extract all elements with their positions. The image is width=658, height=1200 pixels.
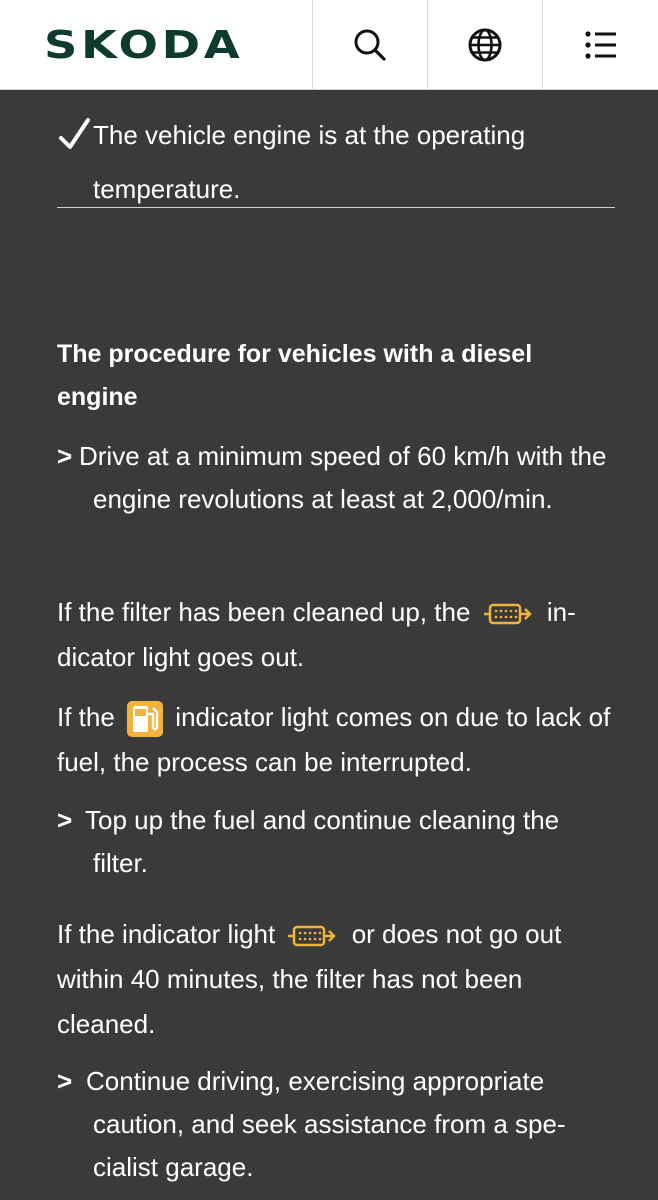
step-item [57, 435, 617, 521]
site-header [0, 0, 658, 90]
globe-icon [467, 27, 503, 63]
search-button[interactable] [312, 0, 427, 90]
requirement-item [57, 108, 617, 216]
chevron-right-icon: > [57, 441, 73, 471]
paragraph-text: If the indicator light [57, 919, 276, 949]
paragraph-text: or does not go out within 40 minutes, the filter has not been cleaned. [57, 919, 562, 1039]
checkmark-icon [57, 112, 93, 152]
particle-filter-icon [286, 923, 340, 949]
chevron-right-icon: > [57, 805, 73, 835]
chevron-right-icon: > [57, 1066, 73, 1096]
language-button[interactable] [427, 0, 542, 90]
step-text: Continue driving, exercising appropriate caution, and seek assistance from a spe-cialist garage. [86, 1066, 566, 1182]
step-text: Drive at a minimum speed of 60 km/h with the engine revolutions at least at 2,000/min. [79, 441, 607, 514]
step-item [57, 1060, 617, 1189]
paragraph [57, 590, 617, 680]
paragraph [57, 695, 617, 785]
paragraph [57, 912, 617, 1047]
fuel-reserve-icon [126, 700, 164, 738]
skoda-logo: SKODA [44, 23, 244, 67]
paragraph-text: If the filter has been cleaned up, the [57, 597, 471, 627]
section-divider [57, 207, 615, 208]
section-heading: The procedure for vehicles with a diesel engine [57, 340, 533, 411]
paragraph-text: in-dicator light goes out. [57, 597, 576, 672]
menu-button[interactable] [542, 0, 658, 90]
requirement-text: The vehicle engine is at the operating temperature. [93, 120, 526, 204]
step-text: Top up the fuel and continue cleaning the filter. [85, 805, 560, 878]
paragraph-text: If the [57, 702, 115, 732]
list-menu-icon [584, 30, 618, 60]
particle-filter-icon [482, 601, 536, 627]
search-icon [353, 28, 387, 62]
step-item [57, 799, 617, 885]
logo-link[interactable] [0, 0, 312, 90]
paragraph-text: indicator light comes on due to lack of fuel, the process can be interrupted. [57, 702, 611, 777]
